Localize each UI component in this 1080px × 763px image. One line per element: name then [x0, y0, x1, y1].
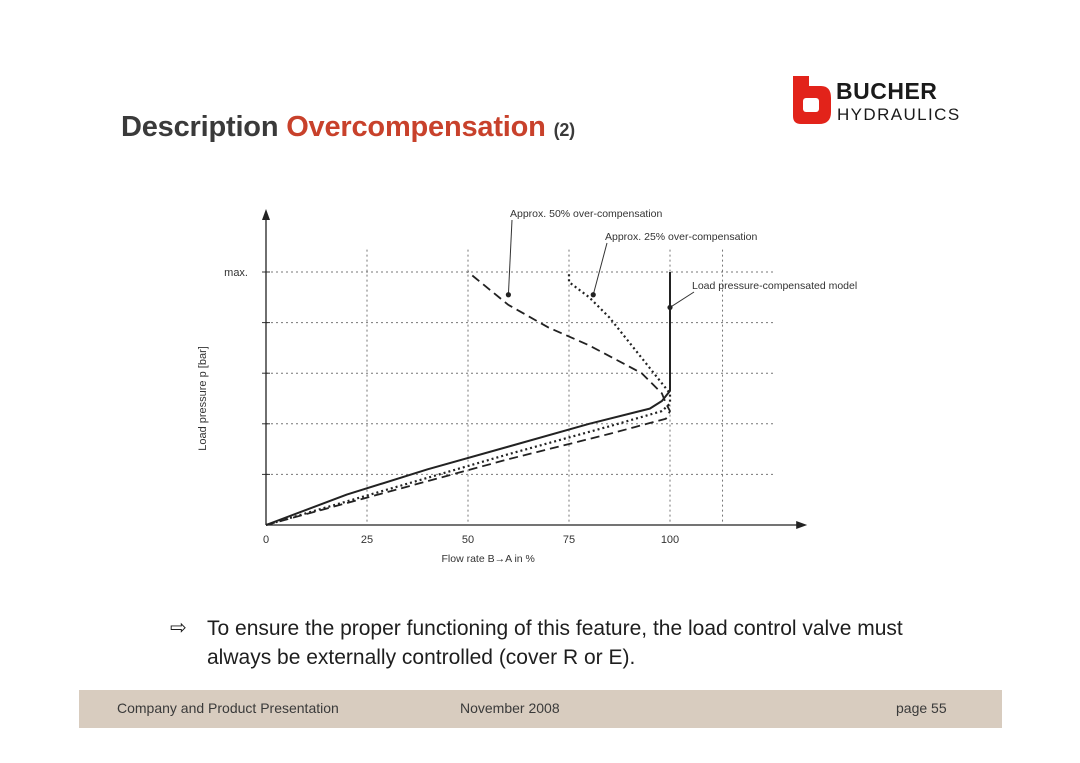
- bullet-text: To ensure the proper functioning of this feature, the load control valve must always be externally controlled (cover R or E).: [207, 617, 903, 669]
- annotation-label: Approx. 25% over-compensation: [605, 231, 758, 243]
- annotation-marker: [591, 292, 596, 297]
- y-max-label: max.: [224, 267, 248, 279]
- x-tick-label: 0: [262, 534, 270, 546]
- annotation-leader-line: [670, 292, 694, 307]
- annotation-leader-line: [593, 243, 607, 295]
- logo-wordmark-hydraulics: HYDRAULICS: [837, 105, 961, 124]
- y-axis-label: Load pressure p [bar]: [197, 346, 209, 451]
- x-tick-label: 100: [660, 534, 680, 546]
- logo-wordmark-bucher: BUCHER: [836, 78, 938, 104]
- title-suffix: (2): [553, 120, 575, 140]
- bullet-point: [170, 614, 910, 672]
- y-axis-arrow: [262, 209, 270, 220]
- title-main: Description: [121, 111, 279, 143]
- bucher-b-logo-icon: [787, 70, 835, 126]
- footer-left-text: Company and Product Presentation: [117, 700, 339, 716]
- footer-bar: [79, 690, 1002, 728]
- x-tick-label: 75: [562, 534, 576, 546]
- annotation-label: Load pressure-compensated model: [692, 280, 858, 292]
- hollow-right-arrow-icon: ⇨: [170, 617, 187, 639]
- x-axis-arrow: [796, 521, 807, 529]
- company-logo: [787, 70, 972, 128]
- title-accent: Overcompensation: [286, 111, 546, 143]
- page-title: [121, 111, 575, 144]
- footer-page-number: page 55: [896, 700, 947, 716]
- x-tick-label: 25: [360, 534, 374, 546]
- chart: [185, 195, 905, 575]
- annotation-label: Approx. 50% over-compensation: [510, 208, 663, 220]
- annotation-marker: [667, 305, 672, 310]
- footer-date: November 2008: [460, 700, 560, 716]
- x-tick-label: 50: [461, 534, 475, 546]
- x-axis-label: Flow rate B→A in %: [441, 553, 535, 565]
- annotation-leader-line: [508, 220, 512, 295]
- annotation-marker: [506, 292, 511, 297]
